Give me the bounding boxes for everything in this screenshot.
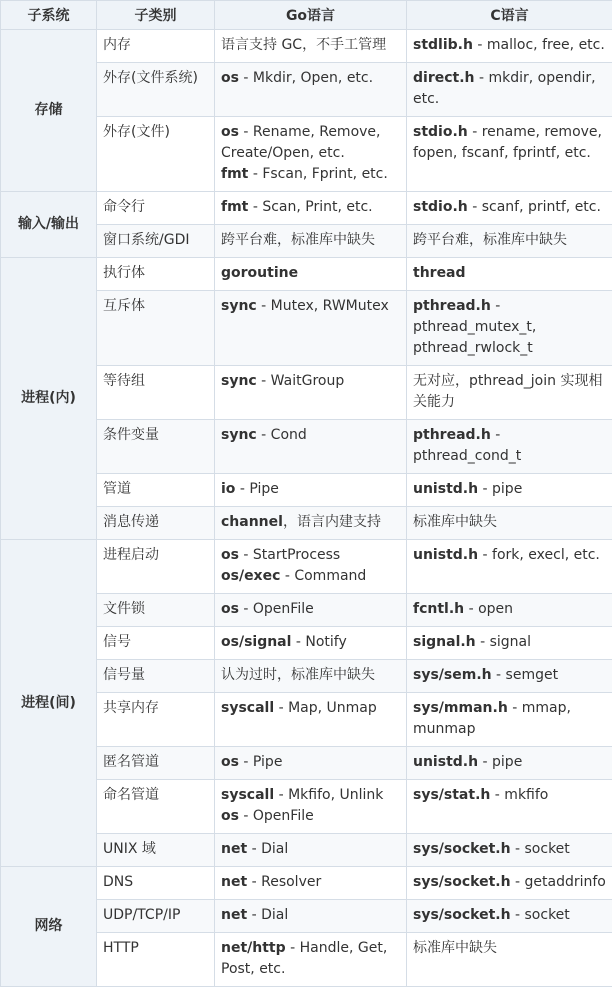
subcategory-cell: 执行体 bbox=[97, 258, 215, 291]
c-cell bbox=[407, 291, 612, 366]
cell-line bbox=[413, 665, 606, 686]
go-cell bbox=[215, 693, 407, 747]
cell-line bbox=[221, 164, 400, 185]
subsystem-cell: 进程(内) bbox=[1, 258, 97, 540]
cell-line bbox=[221, 566, 400, 587]
cell-line bbox=[221, 263, 400, 284]
cell-line bbox=[413, 425, 606, 467]
description-text: - getaddrinfo bbox=[511, 874, 606, 890]
library-name: fmt bbox=[221, 166, 248, 182]
c-cell bbox=[407, 507, 612, 540]
library-name: sys/socket.h bbox=[413, 841, 511, 857]
description-text: - mmap, munmap bbox=[413, 700, 571, 737]
library-name: goroutine bbox=[221, 265, 298, 281]
library-name: net bbox=[221, 841, 247, 857]
description-text: 跨平台难，标准库中缺失 bbox=[221, 232, 375, 248]
subcategory-cell: 匿名管道 bbox=[97, 747, 215, 780]
cell-line bbox=[221, 872, 400, 893]
description-text: - Mutex, RWMutex bbox=[257, 298, 389, 314]
c-cell bbox=[407, 900, 612, 933]
description-text: - rename, remove, fopen, fscanf, fprintf, etc. bbox=[413, 124, 602, 161]
table-row bbox=[1, 258, 612, 291]
description-text: - Pipe bbox=[235, 481, 278, 497]
subcategory-cell: 外存(文件) bbox=[97, 117, 215, 192]
cell-line bbox=[413, 905, 606, 926]
description-text: - fork, execl, etc. bbox=[478, 547, 600, 563]
subcategory-cell: 条件变量 bbox=[97, 420, 215, 474]
subcategory-cell: 命名管道 bbox=[97, 780, 215, 834]
subcategory-cell: UNIX 域 bbox=[97, 834, 215, 867]
cell-line bbox=[221, 425, 400, 446]
description-text: - semget bbox=[492, 667, 559, 683]
description-text: 无对应，pthread_join 实现相关能力 bbox=[413, 373, 602, 410]
description-text: - socket bbox=[511, 907, 570, 923]
library-name: sync bbox=[221, 373, 257, 389]
subcategory-cell: UDP/TCP/IP bbox=[97, 900, 215, 933]
c-cell bbox=[407, 366, 612, 420]
go-cell bbox=[215, 507, 407, 540]
table-row bbox=[1, 867, 612, 900]
cell-line bbox=[221, 296, 400, 317]
cell-line bbox=[413, 230, 606, 251]
library-name: os bbox=[221, 754, 239, 770]
c-cell bbox=[407, 594, 612, 627]
cell-line bbox=[413, 479, 606, 500]
description-text: - socket bbox=[511, 841, 570, 857]
cell-line bbox=[221, 632, 400, 653]
cell-line bbox=[221, 938, 400, 980]
c-cell bbox=[407, 63, 612, 117]
subcategory-cell: 内存 bbox=[97, 30, 215, 63]
subcategory-cell: 共享内存 bbox=[97, 693, 215, 747]
cell-line bbox=[413, 839, 606, 860]
library-name: fcntl.h bbox=[413, 601, 464, 617]
library-name: os bbox=[221, 601, 239, 617]
description-text: - OpenFile bbox=[239, 601, 314, 617]
go-cell bbox=[215, 660, 407, 693]
library-name: net bbox=[221, 874, 247, 890]
subcategory-cell: 窗口系统/GDI bbox=[97, 225, 215, 258]
go-cell bbox=[215, 30, 407, 63]
go-cell bbox=[215, 63, 407, 117]
c-cell bbox=[407, 30, 612, 63]
cell-line bbox=[221, 698, 400, 719]
header-row bbox=[1, 1, 612, 30]
subcategory-cell: 等待组 bbox=[97, 366, 215, 420]
description-text: - mkfifo bbox=[490, 787, 548, 803]
description-text: - pipe bbox=[478, 754, 522, 770]
go-cell bbox=[215, 366, 407, 420]
c-cell bbox=[407, 627, 612, 660]
subsystem-cell: 输入/输出 bbox=[1, 192, 97, 258]
header-go: Go语言 bbox=[215, 1, 407, 30]
description-text: - pthread_cond_t bbox=[413, 427, 521, 464]
cell-line bbox=[413, 512, 606, 533]
subcategory-cell: 文件锁 bbox=[97, 594, 215, 627]
c-cell bbox=[407, 834, 612, 867]
library-name: pthread.h bbox=[413, 298, 491, 314]
library-name: stdio.h bbox=[413, 199, 468, 215]
go-cell bbox=[215, 225, 407, 258]
description-text: - Command bbox=[280, 568, 366, 584]
cell-line bbox=[221, 599, 400, 620]
table-body bbox=[1, 30, 612, 987]
library-name: unistd.h bbox=[413, 547, 478, 563]
description-text: - malloc, free, etc. bbox=[473, 37, 605, 53]
cell-line bbox=[221, 371, 400, 392]
cell-line bbox=[221, 479, 400, 500]
library-name: thread bbox=[413, 265, 466, 281]
description-text: - Resolver bbox=[247, 874, 321, 890]
library-name: fmt bbox=[221, 199, 248, 215]
c-cell bbox=[407, 192, 612, 225]
subsystem-cell: 进程(间) bbox=[1, 540, 97, 867]
library-name: sys/socket.h bbox=[413, 907, 511, 923]
cell-line bbox=[413, 122, 606, 164]
c-cell bbox=[407, 660, 612, 693]
description-text: - pipe bbox=[478, 481, 522, 497]
library-name: syscall bbox=[221, 700, 274, 716]
library-name: stdlib.h bbox=[413, 37, 473, 53]
cell-line bbox=[413, 296, 606, 359]
description-text: 认为过时，标准库中缺失 bbox=[221, 667, 375, 683]
subcategory-cell: 消息传递 bbox=[97, 507, 215, 540]
description-text: - scanf, printf, etc. bbox=[468, 199, 601, 215]
library-name: io bbox=[221, 481, 235, 497]
cell-line bbox=[221, 785, 400, 806]
description-text: - Pipe bbox=[239, 754, 282, 770]
cell-line bbox=[221, 905, 400, 926]
cell-line bbox=[221, 512, 400, 533]
c-cell bbox=[407, 117, 612, 192]
c-cell bbox=[407, 420, 612, 474]
go-cell bbox=[215, 627, 407, 660]
cell-line bbox=[413, 752, 606, 773]
description-text: - Rename, Remove, Create/Open, etc. bbox=[221, 124, 380, 161]
header-subcategory: 子类别 bbox=[97, 1, 215, 30]
description-text: - signal bbox=[476, 634, 531, 650]
library-name: direct.h bbox=[413, 70, 475, 86]
c-cell bbox=[407, 225, 612, 258]
cell-line bbox=[413, 938, 606, 959]
cell-line bbox=[413, 371, 606, 413]
cell-line bbox=[413, 35, 606, 56]
cell-line bbox=[221, 197, 400, 218]
library-name: os/exec bbox=[221, 568, 280, 584]
c-cell bbox=[407, 540, 612, 594]
description-text: - Cond bbox=[257, 427, 307, 443]
cell-line bbox=[413, 632, 606, 653]
description-text: 跨平台难，标准库中缺失 bbox=[413, 232, 567, 248]
go-cell bbox=[215, 747, 407, 780]
go-cell bbox=[215, 780, 407, 834]
library-name: os/signal bbox=[221, 634, 291, 650]
library-name: channel bbox=[221, 514, 283, 530]
c-cell bbox=[407, 474, 612, 507]
subcategory-cell: 信号 bbox=[97, 627, 215, 660]
library-name: net/http bbox=[221, 940, 286, 956]
go-cell bbox=[215, 594, 407, 627]
c-cell bbox=[407, 693, 612, 747]
subcategory-cell: 进程启动 bbox=[97, 540, 215, 594]
library-name: os bbox=[221, 70, 239, 86]
cell-line bbox=[221, 230, 400, 251]
table-row bbox=[1, 540, 612, 594]
go-cell bbox=[215, 867, 407, 900]
subcategory-cell: 信号量 bbox=[97, 660, 215, 693]
description-text: - Map, Unmap bbox=[274, 700, 377, 716]
cell-line bbox=[221, 806, 400, 827]
library-name: os bbox=[221, 808, 239, 824]
cell-line bbox=[413, 545, 606, 566]
go-cell bbox=[215, 291, 407, 366]
library-name: sync bbox=[221, 298, 257, 314]
library-name: stdio.h bbox=[413, 124, 468, 140]
subcategory-cell: 外存(文件系统) bbox=[97, 63, 215, 117]
description-text: 语言支持 GC，不手工管理 bbox=[221, 37, 386, 53]
library-name: net bbox=[221, 907, 247, 923]
description-text: - Scan, Print, etc. bbox=[248, 199, 372, 215]
c-cell bbox=[407, 933, 612, 987]
description-text: - mkdir, opendir, etc. bbox=[413, 70, 596, 107]
library-name: unistd.h bbox=[413, 754, 478, 770]
subsystem-cell: 存储 bbox=[1, 30, 97, 192]
library-name: pthread.h bbox=[413, 427, 491, 443]
go-cell bbox=[215, 474, 407, 507]
library-name: sys/stat.h bbox=[413, 787, 490, 803]
cell-line bbox=[221, 35, 400, 56]
table-row bbox=[1, 30, 612, 63]
description-text: 标准库中缺失 bbox=[413, 940, 497, 956]
library-name: os bbox=[221, 547, 239, 563]
library-name: sys/sem.h bbox=[413, 667, 492, 683]
cell-line bbox=[413, 785, 606, 806]
library-name: signal.h bbox=[413, 634, 476, 650]
header-subsystem: 子系统 bbox=[1, 1, 97, 30]
description-text: - pthread_mutex_t, pthread_rwlock_t bbox=[413, 298, 536, 356]
library-name: os bbox=[221, 124, 239, 140]
cell-line bbox=[221, 545, 400, 566]
header-c: C语言 bbox=[407, 1, 612, 30]
c-cell bbox=[407, 747, 612, 780]
description-text: - Dial bbox=[247, 841, 288, 857]
description-text: - Mkdir, Open, etc. bbox=[239, 70, 373, 86]
library-name: sys/mman.h bbox=[413, 700, 508, 716]
cell-line bbox=[413, 68, 606, 110]
go-cell bbox=[215, 900, 407, 933]
library-name: sync bbox=[221, 427, 257, 443]
cell-line bbox=[221, 68, 400, 89]
subsystem-cell: 网络 bbox=[1, 867, 97, 987]
subcategory-cell: 互斥体 bbox=[97, 291, 215, 366]
cell-line bbox=[413, 872, 606, 893]
subcategory-cell: 命令行 bbox=[97, 192, 215, 225]
c-cell bbox=[407, 780, 612, 834]
library-name: sys/socket.h bbox=[413, 874, 511, 890]
go-cell bbox=[215, 192, 407, 225]
description-text: - WaitGroup bbox=[257, 373, 344, 389]
cell-line bbox=[413, 599, 606, 620]
cell-line bbox=[413, 263, 606, 284]
cell-line bbox=[413, 698, 606, 740]
subcategory-cell: HTTP bbox=[97, 933, 215, 987]
description-text: - Handle, Get, Post, etc. bbox=[221, 940, 387, 977]
cell-line bbox=[221, 122, 400, 164]
cell-line bbox=[413, 197, 606, 218]
description-text: - StartProcess bbox=[239, 547, 340, 563]
library-name: syscall bbox=[221, 787, 274, 803]
table-row bbox=[1, 192, 612, 225]
go-cell bbox=[215, 933, 407, 987]
go-cell bbox=[215, 117, 407, 192]
description-text: - OpenFile bbox=[239, 808, 314, 824]
description-text: 标准库中缺失 bbox=[413, 514, 497, 530]
c-cell bbox=[407, 867, 612, 900]
library-name: unistd.h bbox=[413, 481, 478, 497]
go-cell bbox=[215, 420, 407, 474]
c-cell bbox=[407, 258, 612, 291]
subcategory-cell: 管道 bbox=[97, 474, 215, 507]
description-text: - Fscan, Fprint, etc. bbox=[248, 166, 387, 182]
description-text: ，语言内建支持 bbox=[283, 514, 381, 530]
subcategory-cell: DNS bbox=[97, 867, 215, 900]
go-cell bbox=[215, 540, 407, 594]
go-cell bbox=[215, 834, 407, 867]
go-cell bbox=[215, 258, 407, 291]
cell-line bbox=[221, 665, 400, 686]
description-text: - open bbox=[464, 601, 513, 617]
description-text: - Mkfifo, Unlink bbox=[274, 787, 383, 803]
cell-line bbox=[221, 839, 400, 860]
cell-line bbox=[221, 752, 400, 773]
description-text: - Dial bbox=[247, 907, 288, 923]
description-text: - Notify bbox=[291, 634, 346, 650]
